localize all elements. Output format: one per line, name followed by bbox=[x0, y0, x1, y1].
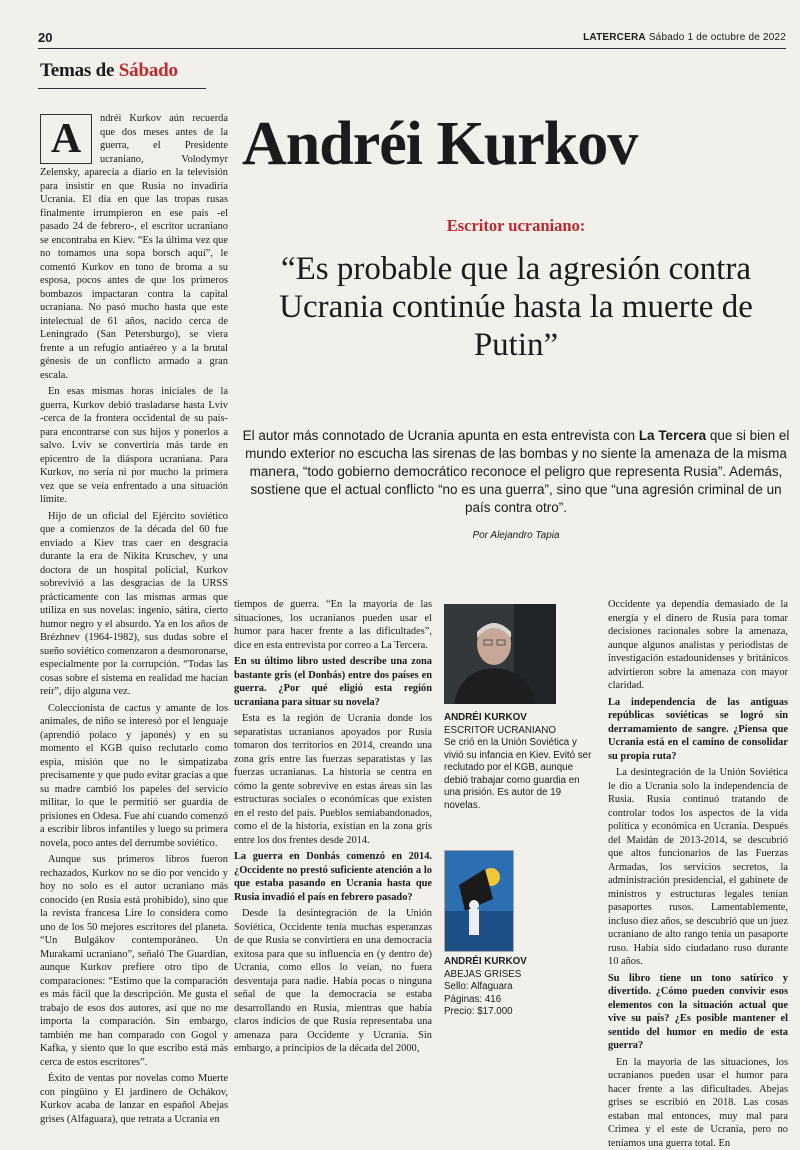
book-pages: Páginas: 416 bbox=[444, 994, 592, 1007]
section-title-part2: Sábado bbox=[119, 60, 178, 81]
article-byline: Por Alejandro Tapia bbox=[242, 530, 790, 541]
section-rule bbox=[38, 88, 206, 89]
book-author: ANDRÉI KURKOV bbox=[444, 956, 592, 969]
col2-paragraph: Esta es la región de Ucrania donde los separatistas ucranianos apoyados por Rusia tomaron dos territorios en 2014, creando una zona gris entre las fuerzas separatistas y las fuerzas ucranianas. La historia se centra en cómo la gente sobrevive en estas áreas sin las estructuras sociales o económicas que existen en el resto del país. Pueblos semiabandonados, como el de la historia, existían en la zona gris entre los dos frentes desde 2014. bbox=[234, 712, 432, 847]
col1-paragraph: Hijo de un oficial del Ejército soviético que a comienzos de la década del 60 fue enviado a Kiev tras caer en desgracia durante la era de Nikita Kruschev, y una doctora de un hospital policial, Kurkov sobrevivió a las desgracias de la URSS prácticamente con las mismas armas que utiliza en sus novelas: ingenio, sátira, cierto humor negro y el absurdo. Ya en los años de Brézhnev (1964-1982), sus dudas sobre el sueño soviético comenzaron a desmoronarse, especialmente por la corrupción. “Todas las cosas sobre el sistema en realidad me hacían reír”, dijo alguna vez. bbox=[40, 510, 228, 699]
book-cover bbox=[444, 850, 514, 952]
photo-caption bbox=[444, 712, 592, 812]
article-quote: “Es probable que la agresión contra Ucrania continúe hasta la muerte de Putin” bbox=[242, 250, 790, 364]
photo-caption-text: Se crió en la Unión Soviética y vivió su infancia en Kiev. Evitó ser reclutado por el KGB, aunque debió trabajar como guardia en una prisión. Es autor de 19 novelas. bbox=[444, 737, 592, 812]
lede-newspaper: La Tercera bbox=[639, 428, 706, 443]
author-portrait-illustration bbox=[444, 604, 556, 704]
drop-cap: A bbox=[40, 114, 92, 164]
lede-part-a: El autor más connotado de Ucrania apunta en esta entrevista con bbox=[243, 428, 639, 443]
col1-paragraph: Coleccionista de cactus y amante de los animales, de niño se interesó por el lenguaje (aprendió polaco y japonés) y en su momento el KGB quiso reclutarlo como espía, misión que no le simpatizaba precisamente y que pudo evitar gracias a que su madre cambió los papeles del servicio militar, lo que le permitió ser guardia de prisiones en Odesa. Fue ahí cuando comenzó a escribir libros infantiles y luego su primera novela, poco antes del derrumbe soviético. bbox=[40, 702, 228, 851]
interview-question: En su último libro usted describe una zona bastante gris (el Donbás) entre dos países en guerra. ¿Por qué eligió esta región ucraniana para situar su novela? bbox=[234, 655, 432, 709]
book-cover-illustration bbox=[445, 851, 513, 951]
column-1 bbox=[40, 112, 228, 1050]
issue-date: Sábado 1 de octubre de 2022 bbox=[649, 32, 786, 43]
col2-paragraph: tiempos de guerra. “En la mayoría de las situaciones, los ucranianos pueden usar el humor para hacer frente a las dificultades”, dice en esta entrevista por correo a La Tercera. bbox=[234, 598, 432, 652]
column-4 bbox=[608, 598, 788, 1050]
book-price: Precio: $17.000 bbox=[444, 1006, 592, 1019]
interview-question: Su libro tiene un tono satírico y divertido. ¿Cómo pueden convivir esos elementos con la situación actual que vive su país? ¿Es posible mantener el sentido del humor en medio de esta guerra? bbox=[608, 972, 788, 1053]
article-kicker: Escritor ucraniano: bbox=[242, 216, 790, 236]
photo-caption-role: ESCRITOR UCRANIANO bbox=[444, 725, 592, 738]
interview-question: La guerra en Donbás comenzó en 2014. ¿Occidente no prestó suficiente atención a lo que estaba pasando en Ucrania hasta que Rusia invadió el país en febrero pasado? bbox=[234, 850, 432, 904]
interview-question: La independencia de las antiguas repúblicas soviéticas se logró sin derramamiento de sangre. ¿Piensa que Ucrania está en el camino de consolidar su propia ruta? bbox=[608, 696, 788, 764]
article-title: Andréi Kurkov bbox=[242, 108, 790, 180]
col1-paragraph: ndréi Kurkov aún recuerda que dos meses antes de la guerra, el Presidente ucraniano, Volodymyr Zelensky, aparecía a diario en la televisión para insistir en que Rusia no invadiría Ucrania. El día en que las tropas rusas finalmente irrumpieron en ese país -el pasado 24 de febrero-, el escritor ucraniano se encontraba en Kiev. “Es la última vez que no tomamos una sopa borsch aquí”, le comentó Kurkov en tono de broma a su esposa, pocos antes de que los primeros bombazos impactaran contra la capital ucraniana. No pasó mucho hasta que este intelectual de 61 años, nacido cerca de Leningrado (San Petersburgo), se viera frente a un refugio antiaéreo y a la brutal génesis de un conflicto armado a gran escala. bbox=[40, 112, 228, 382]
col1-paragraph: Éxito de ventas por novelas como Muerte con pingüino y El jardinero de Ochákov, Kurkov acaba de lanzar en español Abejas grises (Alfaguara), que retrata a Ucrania en bbox=[40, 1072, 228, 1126]
col1-paragraph: Aunque sus primeros libros fueron rechazados, Kurkov no se dio por vencido y hoy no solo es el autor ucraniano más conocido (en Rusia está prohibido), sino que la revista francesa Lire lo considera como uno de los 50 mejores escritores del planeta. “Un Bulgákov contemporáneo. Un Murakami ucraniano”, señaló The Guardian, aunque Kurkov prefiere otro tipo de comparaciones: “Estimo que la comparación es más fácil que la descripción. Me gusta el trabajo de esos dos autores, así que no me importa la comparación. Sin embargo, también me han comparado con Gogol y Kafka, y siento que lo que escribo está más cerca de estos escritores”. bbox=[40, 853, 228, 1069]
book-caption bbox=[444, 956, 592, 1019]
brand-name: LATERCERA bbox=[583, 32, 646, 43]
col4-paragraph: Occidente ya dependía demasiado de la energía y el dinero de Rusia para tomar decisiones racionales sobre la amenaza, aunque algunos analistas y periodistas de investigación estadounidenses y británicos advirtieron sobre la amenaza con mayor claridad. bbox=[608, 598, 788, 693]
col2-paragraph: Desde la desintegración de la Unión Soviética, Occidente tenía muchas esperanzas de que Rusia se convirtiera en una democracia exitosa para que su influencia en (y dentro de) Ucrania, como ellos lo veían, no fuera desventaja para nadie. Había pocas o ninguna señal de que la democracia se estaba desarrollando en Rusia, mientras que había claros indicios de que Rusia representaba una amenaza para Occidente y Ucrania. Sin embargo, a principios de la década del 2000, bbox=[234, 907, 432, 1056]
lede-part-c: que si bien el mundo exterior no escucha las sirenas de las bombas y no siente la amenaza de la misma manera, “todo gobierno democrático reconoce el peligro que representa Rusia”. Además, sostiene que el actual conflicto “no es una guerra”, sino que “una agresión criminal de un país contra otro”. bbox=[245, 428, 789, 515]
book-title: ABEJAS GRISES bbox=[444, 969, 592, 982]
book-publisher: Sello: Alfaguara bbox=[444, 981, 592, 994]
photo-caption-name: ANDRÉI KURKOV bbox=[444, 712, 592, 725]
section-title bbox=[40, 60, 178, 82]
col1-paragraph: En esas mismas horas iniciales de la guerra, Kurkov debió trasladarse hasta Lviv -cerca de la frontera occidental de su país- para encontrarse con sus hijos y ponerlos a salvo. Lviv se convertiría más tarde en epicentro de la diáspora ucraniana. Para Kurkov, no sería ni por mucho la primera vez que se veía enfrentado a una situación límite. bbox=[40, 385, 228, 507]
page-number: 20 bbox=[38, 30, 52, 45]
page-header bbox=[38, 30, 786, 50]
col4-paragraph: La desintegración de la Unión Soviética le dio a Ucrania solo la independencia de Rusia. Rusia continuó tratando de controlar todos los aspectos de la vida política y económica en Ucrania. Después del Maidán de 2013-2014, se descubrió que altos funcionarios de las Fuerzas Armadas, los servicios secretos, la administración presidencial, el gabinete de ministros y estructuras legales tenían pasaportes rusos. Lamentablemente, incluso diez años, se descubrió que un juez ucraniano de alto rango tenía un pasaporte ruso. Había sido ciudadano ruso durante 10 años. bbox=[608, 766, 788, 969]
article-lede bbox=[242, 427, 790, 517]
column-2 bbox=[234, 598, 432, 1050]
col4-paragraph: En la mayoría de las situaciones, los ucranianos pueden usar el humor para hacer frente a las dificultades. Abejas grises se escribió en 2018. Las cosas estaban mal entonces, muy mal para Crimea y el este de Ucrania, pero no teníamos una guerra total. En bbox=[608, 1056, 788, 1150]
header-rule bbox=[38, 48, 786, 49]
dateline bbox=[583, 32, 786, 43]
section-title-part1: Temas de bbox=[40, 60, 119, 81]
author-photo bbox=[444, 604, 556, 704]
